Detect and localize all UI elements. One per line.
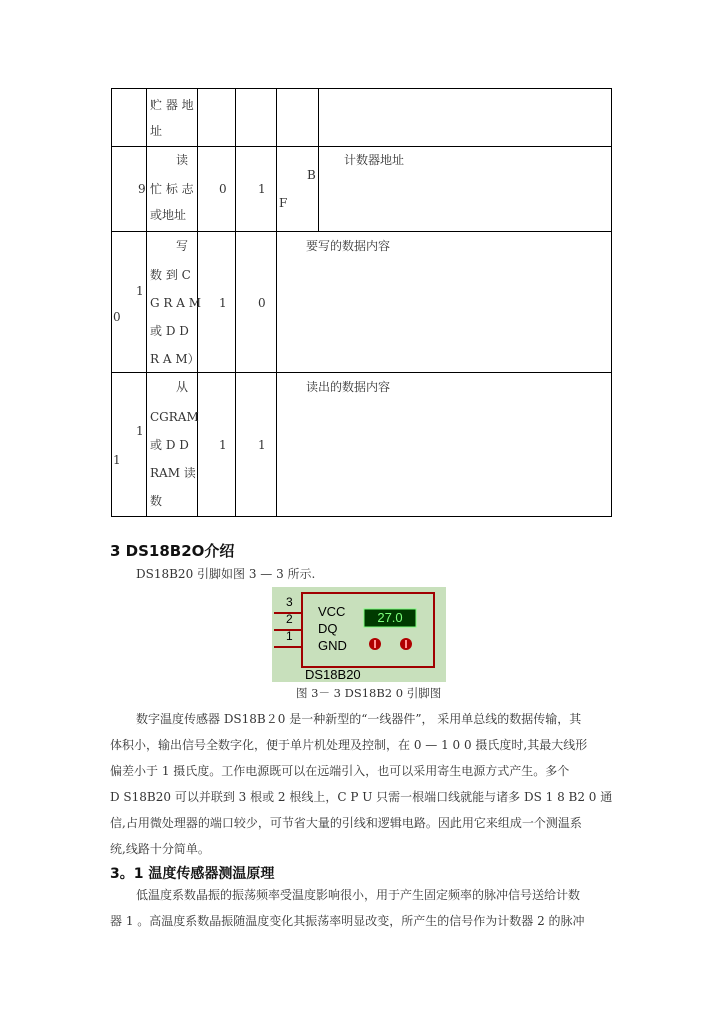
pin-gnd-label: GND bbox=[318, 638, 347, 653]
paragraph1-line1: 数字温度传感器 DS18B２0 是一种新型的“一线器件”， 采用单总线的数据传输，其 bbox=[136, 712, 582, 726]
row-b-bf-f: F bbox=[279, 196, 288, 210]
pin-dq-label: DQ bbox=[318, 621, 338, 636]
display-value: 27.0 bbox=[377, 610, 403, 625]
row-c-number-b: 0 bbox=[113, 310, 121, 324]
row-a-op-line1: 贮 器 地 bbox=[150, 98, 194, 112]
pin-3-number: 3 bbox=[286, 595, 293, 609]
row-b-number: 9 bbox=[138, 182, 146, 196]
row-d-number-b: 1 bbox=[113, 453, 121, 467]
intro-text: DS18B20 引脚如图 3 — 3 所示. bbox=[136, 567, 316, 581]
pin-2-number: 2 bbox=[286, 612, 293, 626]
row-c-op-line5: R A M） bbox=[150, 352, 200, 366]
part-label: DS18B20 bbox=[305, 667, 361, 682]
row-d-number-a: 1 bbox=[136, 424, 144, 438]
row-d-op-line5: 数 bbox=[150, 494, 163, 508]
row-c-number-a: 1 bbox=[136, 284, 144, 298]
pin-vcc-label: VCC bbox=[318, 604, 346, 619]
section-heading: 3 DS18B2O介绍 bbox=[110, 542, 235, 560]
row-d-desc: 读出的数据内容 bbox=[306, 380, 391, 394]
paragraph1-line6: 统,线路十分简单。 bbox=[110, 842, 210, 856]
row-d-op-line4: RAM 读 bbox=[150, 466, 196, 480]
row-d-op-line2: CGRAM bbox=[150, 410, 199, 424]
figure-caption: 图 3－ 3 DS18B2 0 引脚图 bbox=[296, 686, 442, 700]
subsection-heading: 3。1 温度传感器测温原理 bbox=[110, 866, 275, 882]
paragraph2-line2: 器 1 。高温度系数晶振随温度变化其振荡率明显改变，所产生的信号作为计数器 2 的脉冲 bbox=[110, 914, 585, 928]
row-c-op-line1: 写 bbox=[176, 239, 189, 253]
ds18b20-figure bbox=[272, 587, 446, 682]
row-c-rw: 0 bbox=[258, 296, 266, 310]
row-b-desc: 计数器地址 bbox=[344, 153, 405, 167]
paragraph1-line4: D S18B20 可以并联到 3 根或 2 根线上，C P U 只需一根端口线就能与诸多 DS 1 8 B2 0 通 bbox=[110, 790, 613, 804]
row-c-rs: 1 bbox=[219, 296, 227, 310]
row-c-op-line4: 或 D D bbox=[150, 324, 189, 338]
row-d-op-line3: 或 D D bbox=[150, 438, 189, 452]
row-b-op-line3: 或地址 bbox=[150, 208, 187, 222]
row-a-op-line2: 址 bbox=[150, 124, 163, 138]
pin-1-number: 1 bbox=[286, 629, 293, 643]
row-c-desc: 要写的数据内容 bbox=[306, 239, 391, 253]
paragraph1-line2: 体积小，输出信号全数字化，便于单片机处理及控制，在 0 — 1 0 0 摄氏度时,其最大线形 bbox=[110, 738, 588, 752]
row-d-rs: 1 bbox=[219, 438, 227, 452]
row-b-op-line2: 忙 标 志 bbox=[150, 182, 194, 196]
paragraph1-line3: 偏差小于 1 摄氏度。工作电源既可以在远端引入，也可以采用寄生电源方式产生。多个 bbox=[110, 764, 570, 778]
row-d-rw: 1 bbox=[258, 438, 266, 452]
row-b-rw: 1 bbox=[258, 182, 266, 196]
row-c-op-line2: 数 到 C bbox=[150, 268, 191, 282]
paragraph1-line5: 信,占用微处理器的端口较少，可节省大量的引线和逻辑电路。因此用它来组成一个测温系 bbox=[110, 816, 582, 830]
row-c-op-line3: G R A M bbox=[150, 296, 202, 310]
paragraph2-line1: 低温度系数晶振的振荡频率受温度影响很小，用于产生固定频率的脉冲信号送给计数 bbox=[136, 888, 581, 902]
row-b-rs: 0 bbox=[219, 182, 227, 196]
row-b-bf-b: B bbox=[307, 168, 316, 182]
row-d-op-line1: 从 bbox=[176, 380, 189, 394]
row-b-op-line1: 读 bbox=[176, 153, 189, 167]
